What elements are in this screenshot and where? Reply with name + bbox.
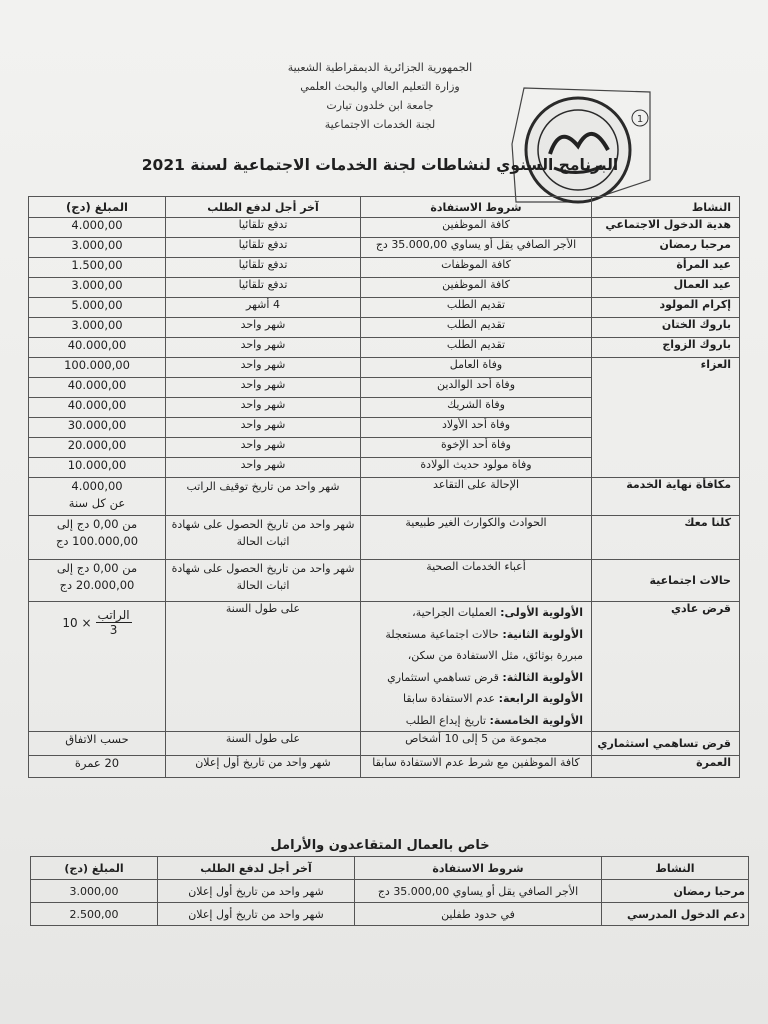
amount-cell: حسب الاتفاق bbox=[29, 732, 166, 756]
retirees-section-title: خاص بالعمال المتقاعدون والأرامل bbox=[270, 838, 490, 853]
amount-cell: 40.000,00 bbox=[29, 378, 166, 398]
priority-text: العمليات الجراحية، bbox=[412, 606, 501, 619]
table-row bbox=[29, 218, 740, 238]
header-amount: المبلغ (دج) bbox=[29, 197, 166, 218]
deadline-cell: على طول السنة bbox=[166, 732, 361, 756]
amount-line: عن كل سنة bbox=[68, 496, 126, 510]
table-header-row bbox=[29, 197, 740, 218]
amount-cell: 100.000,00 bbox=[29, 358, 166, 378]
formula-numerator: الراتب bbox=[97, 608, 130, 622]
amount-cell: 2.500,00 bbox=[31, 903, 158, 926]
amount-line: من 0,00 دج إلى bbox=[56, 517, 138, 531]
conditions-cell: وفاة أحد الوالدين bbox=[361, 378, 592, 398]
table-row bbox=[29, 258, 740, 278]
priority-text: تاريخ إيداع الطلب bbox=[405, 713, 490, 727]
header-conditions: شروط الاستفادة bbox=[361, 197, 592, 218]
activity-cell: عيد العمال bbox=[592, 278, 740, 298]
deadline-cell: شهر واحد bbox=[166, 338, 361, 358]
conditions-cell: وفاة الشريك bbox=[361, 398, 592, 418]
priority-label: الأولوية الأولى: bbox=[500, 606, 583, 619]
amount-cell: 40.000,00 bbox=[29, 398, 166, 418]
deadline-cell: شهر واحد bbox=[166, 458, 361, 478]
amount-cell: 20 عمرة bbox=[29, 756, 166, 778]
deadline-cell: شهر واحد من تاريخ أول إعلان bbox=[158, 880, 355, 903]
loan-priorities-cell bbox=[361, 602, 592, 732]
amount-cell: 5.000,00 bbox=[29, 298, 166, 318]
header-deadline: آخر أجل لدفع الطلب bbox=[158, 857, 355, 880]
deadline-cell: شهر واحد bbox=[166, 378, 361, 398]
priority-label: الأولوية الخامسة: bbox=[489, 713, 583, 727]
conditions-cell: تقديم الطلب bbox=[361, 318, 592, 338]
deadline-cell: تدفع تلقائيا bbox=[166, 238, 361, 258]
letterhead-line-2: وزارة التعليم العالي والبحث العلمي bbox=[300, 80, 460, 93]
conditions-cell: كافة الموظفين bbox=[361, 218, 592, 238]
table-row bbox=[29, 298, 740, 318]
activity-cell: دعم الدخول المدرسي bbox=[602, 903, 749, 926]
priority-text: قرض تساهمي استثماري bbox=[387, 670, 503, 684]
amount-cell: 20.000,00 bbox=[29, 438, 166, 458]
conditions-cell: في حدود طفلين bbox=[355, 903, 602, 926]
priority-label: الأولوية الثانية: bbox=[502, 627, 583, 641]
header-amount: المبلغ (دج) bbox=[31, 857, 158, 880]
deadline-cell: شهر واحد bbox=[166, 418, 361, 438]
activity-cell: باروك الختان bbox=[592, 318, 740, 338]
activity-cell: العزاء bbox=[592, 358, 740, 478]
deadline-cell: على طول السنة bbox=[166, 602, 361, 732]
amount-line: 4.000,00 bbox=[71, 479, 123, 493]
priority-text: عدم الاستفادة سابقا bbox=[402, 692, 499, 705]
activity-cell: مرحبا رمضان bbox=[592, 238, 740, 258]
amount-line: 100.000,00 دج bbox=[55, 534, 139, 548]
conditions-cell: كافة الموظفات bbox=[361, 258, 592, 278]
deadline-cell: شهر واحد من تاريخ أول إعلان bbox=[158, 903, 355, 926]
amount-cell: 1.500,00 bbox=[29, 258, 166, 278]
table-row bbox=[29, 756, 740, 778]
activity-cell: مكافأة نهاية الخدمة bbox=[592, 478, 740, 516]
table-row bbox=[29, 238, 740, 258]
deadline-cell: تدفع تلقائيا bbox=[166, 258, 361, 278]
formula-denominator: 3 bbox=[109, 623, 118, 637]
conditions-cell: الأجر الصافي يقل أو يساوي 35.000,00 دج bbox=[355, 880, 602, 903]
table-row bbox=[29, 516, 740, 560]
conditions-cell: مجموعة من 5 إلى 10 أشخاص bbox=[361, 732, 592, 756]
priority-text: حالات اجتماعية مستعجلة مبررة بوثائق، مثل الاستفادة من سكن، bbox=[385, 627, 583, 662]
conditions-cell: الأجر الصافي يقل أو يساوي 35.000,00 دج bbox=[361, 238, 592, 258]
amount-cell: 10.000,00 bbox=[29, 458, 166, 478]
deadline-cell: شهر واحد bbox=[166, 358, 361, 378]
activity-cell: مرحبا رمضان bbox=[602, 880, 749, 903]
letterhead-line-4: لجنة الخدمات الاجتماعية bbox=[324, 118, 436, 131]
document-title: البرنامج السنوي لنشاطات لجنة الخدمات الاجتماعية لسنة 2021 bbox=[141, 156, 619, 174]
amount-cell bbox=[29, 478, 166, 516]
conditions-cell: وفاة أحد الأولاد bbox=[361, 418, 592, 438]
table-row bbox=[29, 338, 740, 358]
table-row bbox=[29, 732, 740, 756]
deadline-cell: شهر واحد من تاريخ الحصول على شهادة اثبات الحالة bbox=[166, 516, 361, 560]
conditions-cell: وفاة أحد الإخوة bbox=[361, 438, 592, 458]
conditions-cell: أعباء الخدمات الصحية bbox=[361, 560, 592, 602]
amount-cell: 3.000,00 bbox=[29, 278, 166, 298]
conditions-cell: كافة الموظفين مع شرط عدم الاستفادة سابقا bbox=[361, 756, 592, 778]
amount-line: 20.000,00 دج bbox=[59, 578, 135, 592]
table-row bbox=[31, 880, 749, 903]
amount-cell bbox=[29, 516, 166, 560]
letterhead-line-1: الجمهورية الجزائرية الديمقراطية الشعبية bbox=[287, 61, 473, 74]
activity-cell: عيد المرأة bbox=[592, 258, 740, 278]
deadline-cell: شهر واحد من تاريخ الحصول على شهادة اثبات الحالة bbox=[166, 560, 361, 602]
table-row bbox=[29, 278, 740, 298]
amount-cell: 4.000,00 bbox=[29, 218, 166, 238]
letterhead bbox=[250, 58, 510, 134]
activity-cell: إكرام المولود bbox=[592, 298, 740, 318]
amount-cell: 3.000,00 bbox=[29, 318, 166, 338]
deadline-cell: شهر واحد bbox=[166, 398, 361, 418]
table-header-row bbox=[31, 857, 749, 880]
table-row bbox=[29, 358, 740, 378]
deadline-cell: شهر واحد bbox=[166, 318, 361, 338]
conditions-cell: وفاة مولود حديث الولادة bbox=[361, 458, 592, 478]
header-conditions: شروط الاستفادة bbox=[355, 857, 602, 880]
amount-cell: 40.000,00 bbox=[29, 338, 166, 358]
salary-formula bbox=[62, 608, 131, 637]
formula-multiplier: 10 × bbox=[62, 615, 92, 630]
priority-label: الأولوية الثالثة: bbox=[502, 670, 583, 684]
header-deadline: آخر أجل لدفع الطلب bbox=[166, 197, 361, 218]
table-row bbox=[31, 903, 749, 926]
table-row bbox=[29, 560, 740, 602]
activity-cell: العمرة bbox=[592, 756, 740, 778]
conditions-cell: الإحالة على التقاعد bbox=[361, 478, 592, 516]
activity-cell: كلنا معك bbox=[592, 516, 740, 560]
table-row bbox=[29, 478, 740, 516]
activity-cell: هدية الدخول الاجتماعي bbox=[592, 218, 740, 238]
deadline-cell: شهر واحد من تاريخ أول إعلان bbox=[166, 756, 361, 778]
activity-cell: حالات اجتماعية bbox=[592, 560, 740, 602]
conditions-cell: وفاة العامل bbox=[361, 358, 592, 378]
deadline-cell: تدفع تلقائيا bbox=[166, 278, 361, 298]
activities-table bbox=[28, 196, 740, 778]
activity-cell: باروك الزواج bbox=[592, 338, 740, 358]
deadline-cell: شهر واحد bbox=[166, 438, 361, 458]
activity-cell: قرض تساهمي استثماري bbox=[592, 732, 740, 756]
conditions-cell: تقديم الطلب bbox=[361, 298, 592, 318]
deadline-cell: 4 أشهر bbox=[166, 298, 361, 318]
deadline-cell: تدفع تلقائيا bbox=[166, 218, 361, 238]
amount-cell bbox=[29, 560, 166, 602]
header-activity: النشاط bbox=[592, 197, 740, 218]
amount-cell: 3.000,00 bbox=[31, 880, 158, 903]
table-row bbox=[29, 318, 740, 338]
priority-label: الأولوية الرابعة: bbox=[498, 692, 583, 705]
activity-cell: قرض عادي bbox=[592, 602, 740, 732]
amount-cell: 30.000,00 bbox=[29, 418, 166, 438]
stamp-number: 1 bbox=[636, 114, 644, 125]
conditions-cell: تقديم الطلب bbox=[361, 338, 592, 358]
amount-cell bbox=[29, 602, 166, 732]
official-stamp-icon bbox=[506, 84, 654, 214]
deadline-cell: شهر واحد من تاريخ توقيف الراتب bbox=[166, 478, 361, 516]
table-row bbox=[29, 602, 740, 732]
conditions-cell: كافة الموظفين bbox=[361, 278, 592, 298]
amount-cell: 3.000,00 bbox=[29, 238, 166, 258]
retirees-table bbox=[30, 856, 749, 926]
letterhead-line-3: جامعة ابن خلدون تيارت bbox=[326, 99, 434, 112]
header-activity: النشاط bbox=[602, 857, 749, 880]
amount-line: من 0,00 دج إلى bbox=[56, 561, 138, 575]
conditions-cell: الحوادث والكوارث الغير طبيعية bbox=[361, 516, 592, 560]
